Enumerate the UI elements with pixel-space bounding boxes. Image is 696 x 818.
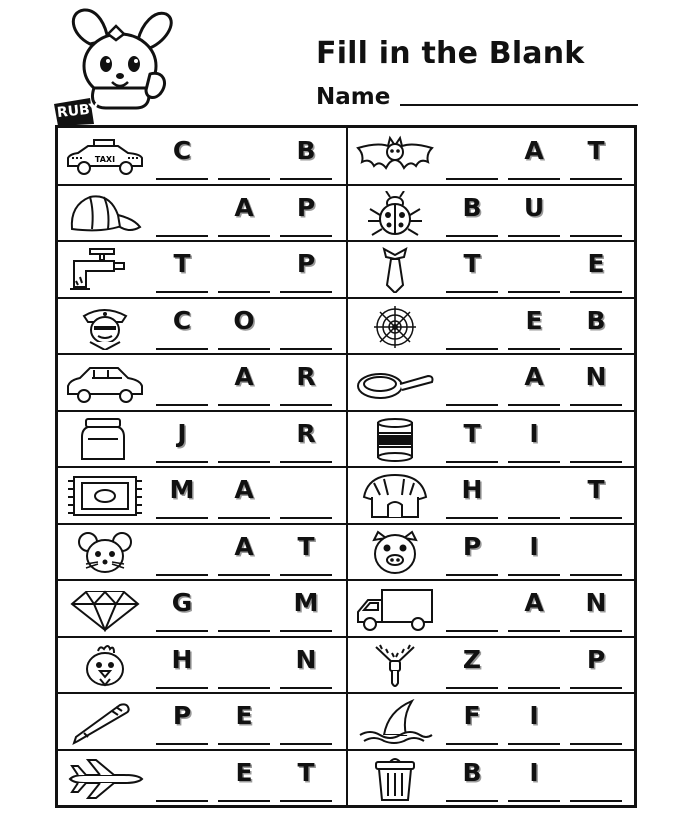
letter: N: [585, 588, 607, 617]
given-letter-slot: [280, 193, 332, 237]
answer-line: [570, 630, 622, 632]
answer-line: [156, 800, 208, 802]
letter: H: [171, 644, 193, 674]
answer-line: [156, 574, 208, 576]
taxi-sign-text: TAXI: [94, 155, 116, 164]
answer-line: [280, 235, 332, 237]
answer-line: [446, 348, 498, 350]
answer-line: [280, 743, 332, 745]
answer-line: [570, 517, 622, 519]
answer-line: [570, 461, 622, 463]
answer-line: [570, 687, 622, 689]
answer-line: [508, 687, 560, 689]
answer-line: [570, 574, 622, 576]
answer-line: [570, 291, 622, 293]
word-row-right-4: [348, 298, 636, 355]
blank-letter-slot[interactable]: [218, 588, 270, 632]
letter: O: [233, 305, 255, 335]
pig-icon: [354, 530, 436, 576]
given-letter-slot: [570, 136, 622, 180]
name-label: Name: [316, 84, 391, 110]
answer-line: [508, 235, 560, 237]
answer-line: [508, 630, 560, 632]
answer-line: [446, 404, 498, 406]
answer-line: [156, 687, 208, 689]
answer-line: [218, 178, 270, 180]
letter: B: [296, 136, 316, 165]
mat-icon: [64, 473, 146, 519]
given-letter-slot: [570, 249, 622, 293]
van-icon: [354, 586, 436, 632]
blank-letter-slot[interactable]: [218, 249, 270, 293]
hen-icon: [64, 643, 146, 689]
word-row-right-1: [348, 128, 636, 185]
letter: A: [234, 475, 254, 504]
word-row-right-8: [348, 524, 636, 581]
word-row-right-3: [348, 241, 636, 298]
word-row-right-2: [348, 185, 636, 242]
letter: I: [529, 757, 539, 787]
letter: I: [529, 531, 539, 561]
blank-letter-slot[interactable]: [508, 645, 560, 689]
answer-line: [280, 348, 332, 350]
letter: T: [587, 136, 605, 165]
letter: P: [296, 192, 316, 222]
given-letter-slot: [218, 306, 270, 350]
given-letter-slot: [218, 701, 270, 745]
letter: I: [529, 701, 539, 730]
given-letter-slot: [280, 645, 332, 689]
answer-line: [508, 178, 560, 180]
given-letter-slot: [280, 362, 332, 406]
given-letter-slot: [280, 249, 332, 293]
answer-line: [446, 178, 498, 180]
letter: H: [461, 475, 483, 504]
given-letter-slot: [508, 419, 560, 463]
letter: E: [235, 701, 253, 730]
blank-letter-slot[interactable]: [280, 475, 332, 519]
blank-letter-slot[interactable]: [218, 419, 270, 463]
answer-line: [218, 404, 270, 406]
blank-letter-slot[interactable]: [570, 758, 622, 802]
given-letter-slot: [508, 532, 560, 576]
given-letter-slot: [446, 193, 498, 237]
answer-line: [570, 404, 622, 406]
zip-icon: [354, 643, 436, 689]
answer-line: [218, 743, 270, 745]
blank-letter-slot[interactable]: [446, 136, 498, 180]
tie-icon: [354, 247, 436, 293]
blank-letter-slot[interactable]: [570, 193, 622, 237]
word-row-right-11: [348, 693, 636, 750]
letter: P: [586, 644, 606, 674]
answer-line: [218, 291, 270, 293]
blank-letter-slot[interactable]: [156, 758, 208, 802]
bug-icon: [354, 191, 436, 237]
pen-icon: [64, 699, 146, 745]
answer-line: [280, 630, 332, 632]
answer-line: [446, 800, 498, 802]
given-letter-slot: [446, 758, 498, 802]
blank-letter-slot[interactable]: [156, 362, 208, 406]
given-letter-slot: [156, 588, 208, 632]
word-row-left-7: [58, 467, 346, 524]
letter: T: [463, 418, 481, 448]
given-letter-slot: [570, 362, 622, 406]
word-row-right-6: [348, 411, 636, 468]
letter: I: [529, 418, 539, 448]
given-letter-slot: [156, 645, 208, 689]
word-row-right-9: [348, 580, 636, 637]
answer-line: [280, 574, 332, 576]
blank-letter-slot[interactable]: [508, 475, 560, 519]
word-row-right-10: [348, 637, 636, 694]
answer-line: [218, 630, 270, 632]
pan-icon: [354, 360, 436, 406]
given-letter-slot: [280, 136, 332, 180]
letter: T: [463, 249, 481, 278]
answer-line: [218, 517, 270, 519]
answer-line: [280, 461, 332, 463]
given-letter-slot: [570, 475, 622, 519]
word-row-left-8: [58, 524, 346, 581]
given-letter-slot: [446, 419, 498, 463]
letter: C: [172, 136, 192, 165]
blank-letter-slot[interactable]: [446, 362, 498, 406]
word-row-left-9: [58, 580, 346, 637]
letter: M: [169, 475, 195, 504]
given-letter-slot: [508, 758, 560, 802]
given-letter-slot: [218, 475, 270, 519]
answer-line: [570, 800, 622, 802]
answer-line: [218, 800, 270, 802]
answer-line: [570, 743, 622, 745]
answer-line: [156, 348, 208, 350]
word-row-left-12: [58, 750, 346, 807]
answer-line: [156, 291, 208, 293]
answer-line: [446, 687, 498, 689]
answer-line: [446, 291, 498, 293]
blank-letter-slot[interactable]: [156, 193, 208, 237]
letter: T: [297, 531, 315, 561]
given-letter-slot: [280, 588, 332, 632]
letter: E: [235, 757, 253, 787]
answer-line: [280, 178, 332, 180]
jet-icon: [64, 756, 146, 802]
answer-line: [446, 574, 498, 576]
given-letter-slot: [218, 758, 270, 802]
answer-line: [446, 743, 498, 745]
answer-line: [508, 743, 560, 745]
blank-letter-slot[interactable]: [446, 306, 498, 350]
web-icon: [354, 304, 436, 350]
letter: G: [171, 588, 193, 617]
blank-letter-slot[interactable]: [570, 419, 622, 463]
answer-line: [280, 800, 332, 802]
page-title: Fill in the Blank: [316, 36, 585, 71]
letter: F: [463, 701, 481, 730]
answer-line: [218, 235, 270, 237]
letter: A: [524, 588, 544, 617]
given-letter-slot: [218, 193, 270, 237]
cop-icon: [64, 304, 146, 350]
word-row-left-4: [58, 298, 346, 355]
given-letter-slot: [508, 588, 560, 632]
letter: M: [293, 588, 319, 617]
given-letter-slot: [508, 362, 560, 406]
answer-line: [508, 291, 560, 293]
given-letter-slot: [570, 588, 622, 632]
worksheet-grid: [55, 125, 637, 808]
answer-line: [280, 687, 332, 689]
given-letter-slot: [156, 249, 208, 293]
name-field-line[interactable]: [400, 104, 638, 106]
answer-line: [218, 348, 270, 350]
answer-line: [570, 235, 622, 237]
letter: N: [295, 644, 317, 674]
letter: Z: [462, 644, 482, 674]
given-letter-slot: [570, 645, 622, 689]
given-letter-slot: [508, 306, 560, 350]
given-letter-slot: [446, 249, 498, 293]
given-letter-slot: [280, 419, 332, 463]
letter: B: [586, 305, 606, 335]
car-icon: [64, 360, 146, 406]
answer-line: [446, 630, 498, 632]
letter: C: [172, 305, 192, 335]
answer-line: [156, 178, 208, 180]
given-letter-slot: [446, 645, 498, 689]
given-letter-slot: [446, 475, 498, 519]
answer-line: [446, 517, 498, 519]
given-letter-slot: [446, 701, 498, 745]
letter: A: [524, 136, 544, 165]
cap-icon: [64, 191, 146, 237]
given-letter-slot: [156, 419, 208, 463]
answer-line: [508, 348, 560, 350]
answer-line: [218, 461, 270, 463]
bat-icon: [354, 134, 436, 180]
blank-letter-slot[interactable]: [280, 701, 332, 745]
blank-letter-slot[interactable]: [280, 306, 332, 350]
answer-line: [508, 461, 560, 463]
blank-letter-slot[interactable]: [218, 645, 270, 689]
answer-line: [508, 517, 560, 519]
blank-letter-slot[interactable]: [156, 532, 208, 576]
word-row-left-6: [58, 411, 346, 468]
given-letter-slot: [156, 475, 208, 519]
given-letter-slot: [508, 193, 560, 237]
word-row-left-2: [58, 185, 346, 242]
answer-line: [446, 461, 498, 463]
fin-icon: [354, 699, 436, 745]
letter: J: [177, 418, 187, 448]
letter: A: [234, 362, 254, 391]
rat-icon: [64, 530, 146, 576]
blank-letter-slot[interactable]: [446, 588, 498, 632]
given-letter-slot: [156, 136, 208, 180]
letter: A: [524, 362, 544, 391]
given-letter-slot: [156, 701, 208, 745]
word-row-left-10: [58, 637, 346, 694]
taxi-icon: [64, 134, 146, 180]
word-row-left-3: [58, 241, 346, 298]
given-letter-slot: [156, 306, 208, 350]
letter: T: [587, 475, 605, 504]
answer-line: [156, 743, 208, 745]
given-letter-slot: [218, 362, 270, 406]
blank-letter-slot[interactable]: [218, 136, 270, 180]
blank-letter-slot[interactable]: [508, 249, 560, 293]
answer-line: [508, 404, 560, 406]
blank-letter-slot[interactable]: [570, 701, 622, 745]
letter: P: [296, 249, 316, 278]
given-letter-slot: [280, 758, 332, 802]
answer-line: [508, 800, 560, 802]
given-letter-slot: [508, 136, 560, 180]
word-row-left-11: [58, 693, 346, 750]
answer-line: [156, 404, 208, 406]
answer-line: [156, 461, 208, 463]
word-row-right-7: [348, 467, 636, 524]
letter: B: [462, 192, 482, 222]
letter: R: [296, 418, 316, 448]
answer-line: [280, 291, 332, 293]
word-row-right-12: [348, 750, 636, 807]
answer-line: [280, 517, 332, 519]
given-letter-slot: [446, 532, 498, 576]
letter: E: [587, 249, 605, 278]
letter: A: [234, 192, 254, 222]
word-row-left-5: [58, 354, 346, 411]
answer-line: [508, 574, 560, 576]
logo-text: RUBY: [56, 100, 100, 122]
letter: A: [234, 531, 254, 561]
answer-line: [218, 687, 270, 689]
word-row-left-1: [58, 128, 346, 185]
word-row-right-5: [348, 354, 636, 411]
given-letter-slot: [280, 532, 332, 576]
blank-letter-slot[interactable]: [570, 532, 622, 576]
ruby-logo: [50, 4, 180, 126]
answer-line: [156, 235, 208, 237]
answer-line: [570, 178, 622, 180]
letter: R: [296, 362, 316, 391]
letter: B: [462, 757, 482, 787]
hut-icon: [354, 473, 436, 519]
letter: P: [462, 531, 482, 561]
letter: T: [297, 757, 315, 787]
answer-line: [156, 630, 208, 632]
answer-line: [156, 517, 208, 519]
answer-line: [446, 235, 498, 237]
gem-icon: [64, 586, 146, 632]
answer-line: [570, 348, 622, 350]
letter: U: [523, 192, 545, 222]
answer-line: [218, 574, 270, 576]
letter: T: [173, 249, 191, 278]
tap-icon: [64, 247, 146, 293]
tin-icon: [354, 417, 436, 463]
letter: N: [585, 362, 607, 391]
letter: P: [172, 701, 192, 730]
answer-line: [280, 404, 332, 406]
given-letter-slot: [508, 701, 560, 745]
given-letter-slot: [218, 532, 270, 576]
bin-icon: [354, 756, 436, 802]
given-letter-slot: [570, 306, 622, 350]
jar-icon: [64, 417, 146, 463]
letter: E: [525, 305, 543, 335]
